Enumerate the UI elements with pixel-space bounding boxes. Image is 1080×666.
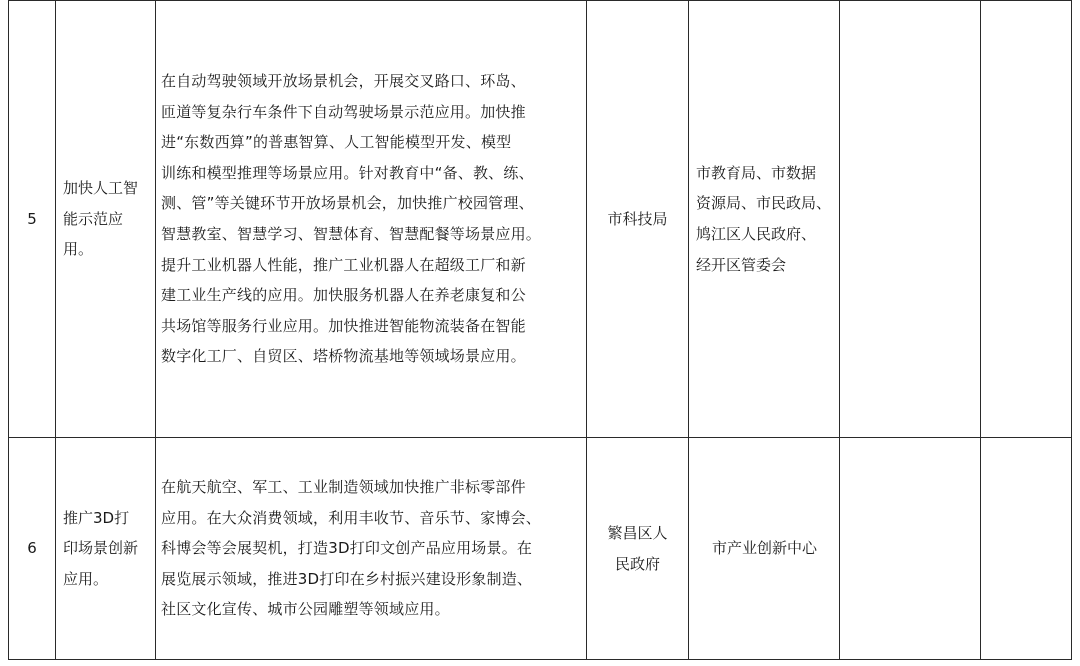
task-description-cell: [156, 438, 587, 660]
lead-unit-cell: [587, 438, 689, 660]
description-line: 社区文化宣传、城市公园雕塑等领域应用。: [161, 600, 450, 619]
empty-cell: [840, 1, 981, 438]
task-name-line: 能示范应: [63, 209, 124, 228]
task-name-line: 应用。: [63, 569, 109, 588]
row-number-cell: [9, 1, 56, 438]
empty-cell: [981, 1, 1072, 438]
description-line: 提升工业机器人性能，推广工业机器人在超级工厂和新: [161, 255, 526, 274]
description-line: 进“东数西算”的普惠智算、人工智能模型开发、模型: [161, 133, 512, 152]
row-number: 5: [27, 209, 37, 228]
description-line: 训练和模型推理等场景应用。针对教育中“备、教、练、: [161, 163, 534, 182]
cooperating-unit-line: 资源局、市民政局、: [696, 194, 832, 213]
description-line: 智慧教室、智慧学习、智慧体育、智慧配餐等场景应用。: [161, 225, 542, 243]
cooperating-unit-line: 鸠江区人民政府、: [696, 225, 817, 243]
description-line: 科博会等会展契机，打造3D打印文创产品应用场景。在: [161, 539, 533, 558]
description-line: 共场馆等服务行业应用。加快推进智能物流装备在智能: [161, 316, 526, 335]
description-line: 应用。在大众消费领域，利用丰收节、音乐节、家博会、: [161, 508, 542, 527]
cooperating-unit-line: 市教育局、市数据: [696, 163, 817, 182]
description-line: 建工业生产线的应用。加快服务机器人在养老康复和公: [161, 286, 526, 305]
description-line: 匝道等复杂行车条件下自动驾驶场景示范应用。加快推: [161, 102, 526, 121]
lead-unit-line: 市科技局: [607, 209, 668, 228]
table-row: [9, 1, 1072, 438]
description-line: 在自动驾驶领域开放场景机会，开展交叉路口、环岛、: [161, 72, 526, 91]
lead-unit-line: 繁昌区人: [607, 523, 668, 542]
row-number-cell: [9, 438, 56, 660]
task-table: [8, 0, 1072, 660]
task-name-cell: [56, 438, 156, 660]
cooperating-units-cell: [689, 438, 840, 660]
cooperating-unit-line: 市产业创新中心: [711, 539, 817, 558]
row-number: 6: [27, 539, 37, 558]
lead-unit-line: 民政府: [614, 554, 660, 573]
task-name-line: 加快人工智: [63, 179, 139, 198]
description-line: 测、管”等关键环节开放场景机会，加快推广校园管理、: [161, 194, 534, 213]
task-name-line: 用。: [63, 240, 94, 259]
cooperating-units-cell: [689, 1, 840, 438]
task-description-cell: [156, 1, 587, 438]
description-line: 展览展示领域，推进3D打印在乡村振兴建设形象制造、: [161, 569, 533, 588]
task-name-cell: [56, 1, 156, 438]
empty-cell: [981, 438, 1072, 660]
task-name-line: 印场景创新: [63, 539, 139, 558]
table-row: [9, 438, 1072, 660]
cooperating-unit-line: 经开区管委会: [696, 255, 787, 274]
description-line: 数字化工厂、自贸区、塔桥物流基地等领域场景应用。: [161, 347, 526, 366]
empty-cell: [840, 438, 981, 660]
task-name-line: 推广3D打: [63, 508, 130, 527]
lead-unit-cell: [587, 1, 689, 438]
description-line: 在航天航空、军工、工业制造领域加快推广非标零部件: [161, 478, 526, 497]
